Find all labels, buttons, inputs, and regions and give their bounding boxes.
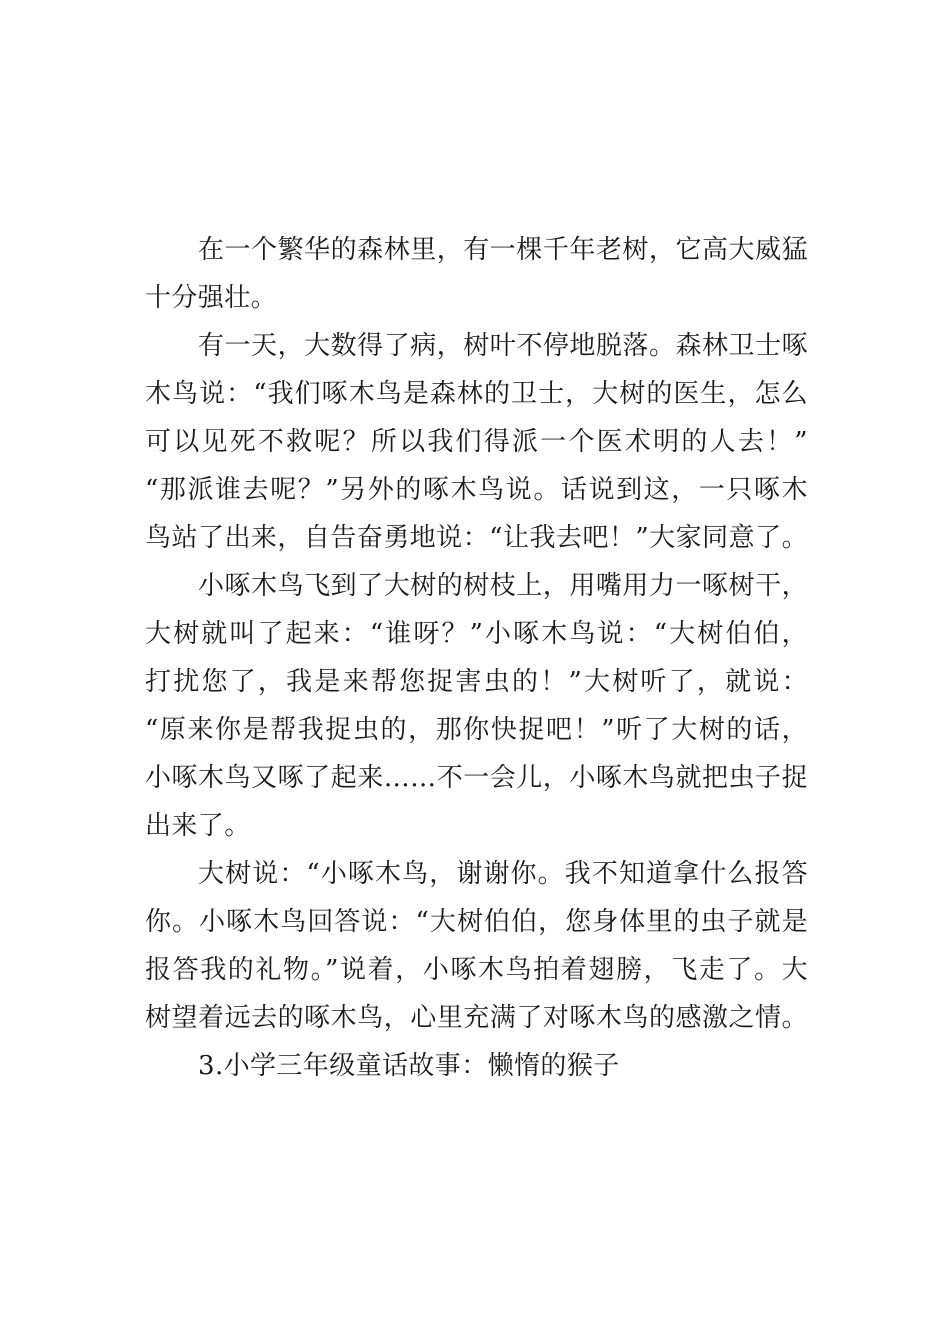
text-line: 打扰您了，我是来帮您捉害虫的！”大树听了，就说：	[145, 667, 808, 697]
text-line: 在一个繁华的森林里，有一棵千年老树，它高大威猛	[198, 235, 808, 265]
text-line: 十分强壮。	[145, 283, 278, 313]
text-line: “原来你是帮我捉虫的，那你快捉吧！”听了大树的话，	[145, 715, 808, 745]
text-line: 大树就叫了起来：“谁呀？”小啄木鸟说：“大树伯伯，	[145, 619, 808, 649]
text-line: 报答我的礼物。”说着，小啄木鸟拍着翅膀，飞走了。大	[145, 955, 808, 985]
document-body	[145, 226, 808, 1090]
text-line: 可以见死不救呢？所以我们得派一个医术明的人去！”	[145, 427, 808, 457]
text-line: 小啄木鸟飞到了大树的树枝上，用嘴用力一啄树干，	[198, 571, 808, 601]
section-heading: 3.小学三年级童话故事：懒惰的猴子	[198, 1051, 620, 1081]
text-line: 树望着远去的啄木鸟，心里充满了对啄木鸟的感激之情。	[145, 1003, 808, 1033]
text-line: 大树说：“小啄木鸟，谢谢你。我不知道拿什么报答	[198, 859, 808, 889]
text-line: 有一天，大数得了病，树叶不停地脱落。森林卫士啄	[198, 331, 808, 361]
text-line: 你。小啄木鸟回答说：“大树伯伯，您身体里的虫子就是	[145, 907, 808, 937]
text-line: 鸟站了出来，自告奋勇地说：“让我去吧！”大家同意了。	[145, 523, 808, 553]
text-line: 出来了。	[145, 811, 251, 841]
text-line: 木鸟说：“我们啄木鸟是森林的卫士，大树的医生，怎么	[145, 379, 808, 409]
text-line: 小啄木鸟又啄了起来……不一会儿，小啄木鸟就把虫子捉	[145, 763, 808, 793]
text-line: “那派谁去呢？”另外的啄木鸟说。话说到这，一只啄木	[145, 475, 808, 505]
